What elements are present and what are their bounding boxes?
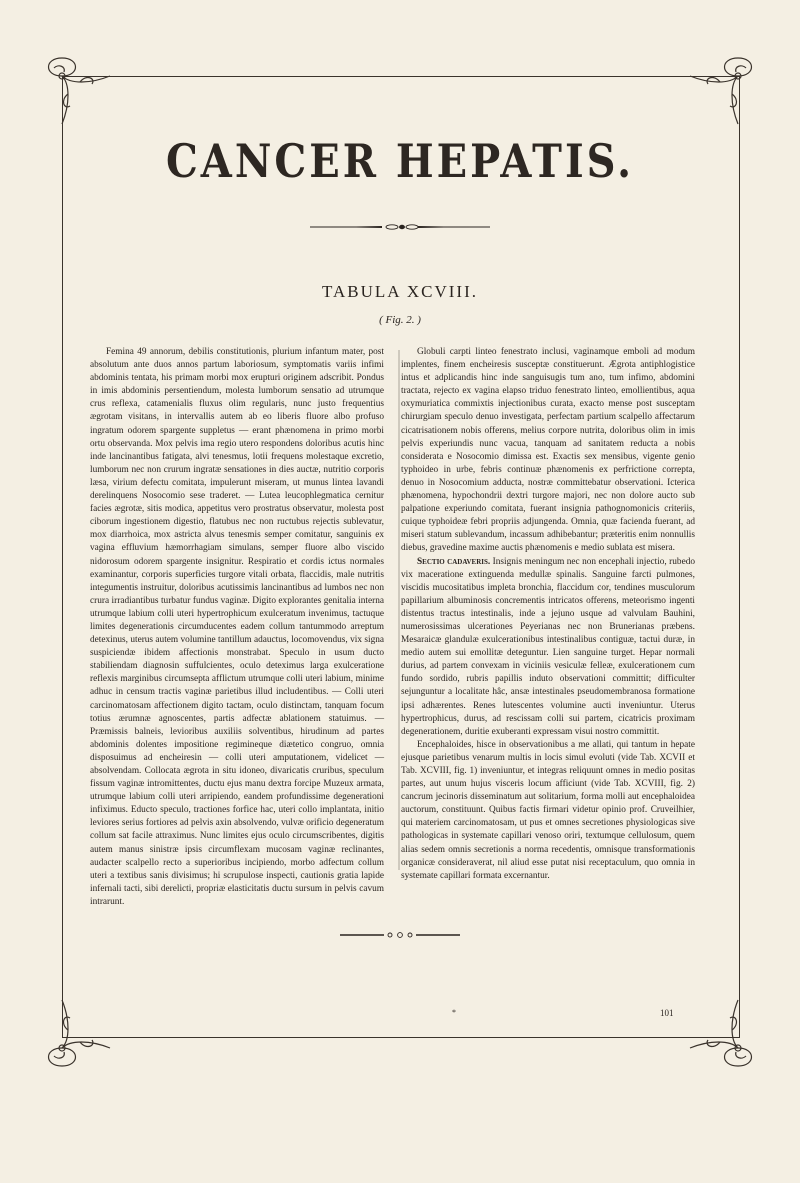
ornament-corner-bottom-right xyxy=(680,990,760,1070)
ornamental-rule-bottom xyxy=(340,932,460,938)
paragraph: Globuli carpti linteo fenestrato inclusi, vaginamque emboli ad modum implentes, finem encheiresis susceptæ constituerunt. Ægrota antiphlogistice intus et adplicandis hinc inde sanguisugis tum ano, tum infimo, abdomini tractata, rejecto ex vagina elapso triduo fenestrato linteo, emollientibus, aqua oxymuriatica commixtis injectionibus curata, exacto mense post susceptam chirurgiam speculo denuo investigata, perfectam partium scalpello affectarum cicatrisationem nobis offerens, melius corpore nutrita, doloribus olim in imis pelvis experiundis nunc vacua, tanquam ad sanitatem reducta a nobis considerata e Nosocomio dimissa est. Exactis sex mensibus, vigente genio typhoideo in urbe, febris continuæ phænomenis ex perfrictione correpta, denuo in Nosocomium adducta, nostræ committebatur observationi. Icterica phænomena, hypochondrii dextri turgore majori, nec non dolore aucto sub palpatione experiundo comitata, fuerant insignia pathognomonicis criteriis, cuique typhoideæ febri propriis adjungenda. Omnia, quæ facienda fuerant, ad miseri statum sublevandum, incassum adhibebantur; præteritis enim nonnullis diebus, gravedine maxime auctis phænomenis e medio sublata est misera. xyxy=(401,347,695,554)
text-column-left xyxy=(90,346,384,909)
ornament-corner-top-right xyxy=(680,54,760,134)
figure-reference: ( Fig. 2. ) xyxy=(379,314,421,326)
page-number: 101 xyxy=(660,1008,674,1018)
page-title: CANCER HEPATIS. xyxy=(165,134,635,189)
paragraph-sectio xyxy=(401,556,695,739)
ornamental-rule-top xyxy=(310,224,490,230)
paragraph: Femina 49 annorum, debilis constitutionis, plurium infantum mater, post absolutum ante duos annos partum laboriosum, symptomatis variis infimi abdominis tentata, his primam morbi mox erupturi originem adscribit. Pondus in imis abdominis persentiendum, molesta lumborum sensatio ad utrumque crus reflexa, catamenialis fluxus olim regularis, nunc justo frequentius ægrotam visitans, in intervallis autem ab eo liberis fluore albo profuso ingratum odorem spargente suppletus — erant phænomena in primo morbi ortu observanda. Mox pelvis ima regio utero respondens doloribus acutis hinc inde lancinantibus fatigata, alvi tenesmus, lotii frequens molestaque excretio, lumborum nec non crurum ingratæ sensationes in dies auctæ, nutritio corporis læsa, virium defectu comitata, impulerunt miseram, ut munus lintea lavandi derelinquens Nosocomio sese traderet. — Lutea leucophlegmatica cernitur facies ægrotæ, sitis modica, appetitus vero prostratus observatur, molesta post ciborum ingestionem digestio, flatubus nec non ructubus rejectis sublevatur, mox diarrhoica, mox astricta alvus tenesmis semper comitatur, sanguinis ex vagina effluvium hæmorrhagiam simulans, semper fluore albo viscido nidorosum odorem spargente insignitur. Respiratio et cordis ictus normales examinantur, corporis superficies turgore vitali orbata, flaccidis, male nutritis integumentis instruitur, doloribus acutissimis lancinantibus ad lumbos nec non crura irradiantibus turbatur fundus vaginæ. Digito explorantes genitalia interna utrumque labium colli uteri hypertrophicum exulceratum invenimus, tactuque limites degenerationis circumducentes eadem collum tantummodo arreptum detexinus, uterus autem volumine tantillum adauctus, locomovendus, vix signa suspiciendæ ibidem affectionis monstrabat. Speculo in usum ducto stabiliendam diagnosin suffulcientes, oculo deteximus larga exulceratione reflexis marginibus circumsepta afflictum utrumque colli uteri labium, minime adhuc in censum tractis vaginæ parietibus illud includentibus. — Colli uteri carcinomatosam affectionem digito tactam, oculo distinctam, tanquam focum totius ærumnæ agnoscentes, partis adfectæ ablationem statuimus. — Præmissis balneis, levioribus auxiliis solventibus, hirudinum ad partes abdominis dolentes impositione regimineque diætetico congruo, omnia disposuimus ad encheiresin — colli uteri amputationem, videlicet — absolvendam. Collocata ægrota in situ idoneo, divaricatis cruribus, speculum fissum vaginæ intromittentes, ductu ejus manu dextra forcipe Muzeux armata, utrumque labium colli uteri arripiendo, eandem profundissime degenerationi infiximus. Educto speculo, tractiones forfice hac, uteri collo implantata, initio leviores serius fortiores ad pelvis axin absolvendo, vulvæ orificio degeneratum collum sat facile attraximus. Nunc limites ejus oculo circumscribentes, digitis autem manus sinistræ ipsis circumflexam mucosam vaginæ reclinantes, audacter scalpello recto a superioribus incipiendo, morbo adfectum collum uteri a textibus sanis divisimus; hi scrupulose inspecti, cautionis gratia lapide infernali tacti, sibi derelicti, propriæ elasticitatis ductu sursum in pelvis cavum intrarunt. xyxy=(90,347,384,907)
footer-mark: * xyxy=(452,1008,456,1017)
sectio-label: Sectio cadaveris. xyxy=(417,556,491,567)
ornament-corner-top-left xyxy=(40,54,120,134)
sectio-text: Insignis meningum nec non encephali injectio, rubedo vix maceratione extinguenda medullæ spinalis. Sanguine farcti pulmones, viscidis mucositatibus impleta bronchia, flaccidum cor, tendines musculorum papillarium albuminosis concrementis intricatos offerens, meteorismo ingenti distentus tractus intestinalis, inde a jejuno usque ad valvulam Bauhini, numerosissimas ulcerationes Peyerianas nec non Brunerianas præbens. Mesaraicæ glandulæ exulcerationibus intestinalibus contiguæ, tactui duræ, in medio autem sui emollitæ deteguntur. Lien sanguine turget. Hepar normali durius, ad partem convexam in viciniis vesiculæ felleæ, exulcerationem cum fundo sordido, rubris papillis induto observationi committit; difficulter sejunguntur a localitate hâc, ansæ intestinales pseudomembranosa formatione ipsi adhærentes. Renes lutescentes volumine aucti inveniuntur. Uterus hypertrophicus, durus, ad rescissam colli sui partem, cicatricis proximam degenerationem, duritie exuberanti expressam visui nostro committit. xyxy=(401,556,696,737)
ornament-corner-bottom-left xyxy=(40,990,120,1070)
paragraph: Encephaloides, hisce in observationibus a me allati, qui tantum in hepate ejusque parietibus venarum multis in locis simul evoluti (vide Tab. XCVII et Tab. XCVIII, fig. 1) inveniuntur, et integras reliquunt omnes in medio positas partes, aut unum hujus visceris locum afficiunt (vide Tab. XCVIII, fig. 2) cancrum jecinoris disseminatum aut solitarium, forma molli aut encephaloidea auctorum, constituunt. Quibus factis firmari videtur opinio prof. Cruveilhier, qui materiem carcinomatosam, ut pus et omnes secretiones physiologicas sive pathologicas in systemate capillari venoso oriri, textumque cellulosum, quem alias sedem omnis secretionis a norma recedentis, omnisque transformationis organicæ consideraverat, nil aliud esse putat nisi receptaculum, quo omnia in systemate capillari formata excernantur. xyxy=(401,739,695,881)
text-column-right xyxy=(401,346,695,883)
plate-heading: TABULA XCVIII. xyxy=(321,282,478,301)
